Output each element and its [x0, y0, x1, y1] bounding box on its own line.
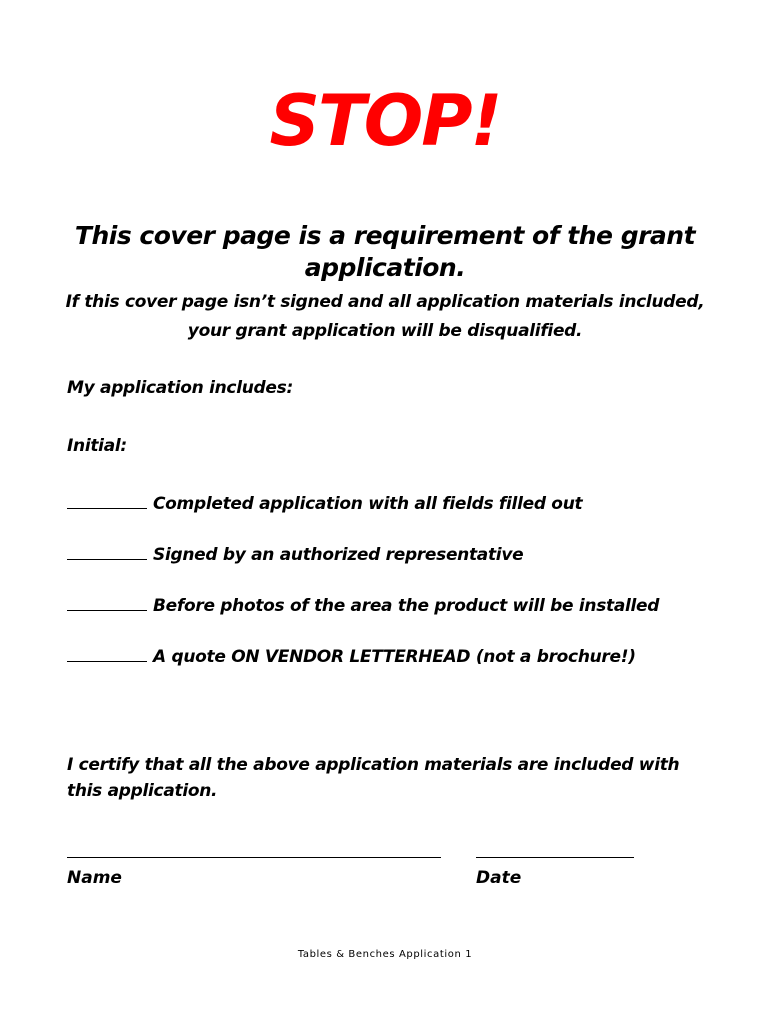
initial-blank-field[interactable] — [67, 643, 147, 662]
initial-blank-field[interactable] — [67, 592, 147, 611]
disqualification-warning — [0, 288, 770, 346]
checklist-item-text: A quote ON VENDOR LETTERHEAD (not a brochure!) — [153, 647, 636, 667]
checklist-item-text: Signed by an authorized representative — [153, 545, 524, 565]
page-heading: This cover page is a requirement of the grant application. — [74, 221, 696, 282]
date-signature-field[interactable] — [476, 857, 634, 858]
certification-statement: I certify that all the above application materials are included with this application. — [67, 755, 680, 801]
initial-label: Initial: — [67, 436, 127, 456]
name-signature-field[interactable] — [67, 857, 441, 858]
date-label: Date — [476, 868, 522, 888]
checklist-item — [67, 541, 747, 592]
checklist-item — [67, 592, 747, 643]
checklist-item — [67, 643, 747, 694]
initial-blank-field[interactable] — [67, 490, 147, 509]
initial-blank-field[interactable] — [67, 541, 147, 560]
materials-checklist — [67, 490, 747, 694]
checklist-item-text: Completed application with all fields filled out — [153, 494, 583, 514]
checklist-item-text: Before photos of the area the product will be installed — [153, 596, 660, 616]
checklist-item — [67, 490, 747, 541]
name-label: Name — [67, 868, 122, 888]
warning-line-2: your grant application will be disqualified. — [187, 321, 583, 341]
stop-title: STOP! — [269, 80, 501, 162]
page-footer: Tables & Benches Application 1 — [297, 949, 473, 960]
warning-line-1: If this cover page isn’t signed and all application materials included, — [65, 292, 705, 312]
includes-label: My application includes: — [67, 378, 293, 398]
